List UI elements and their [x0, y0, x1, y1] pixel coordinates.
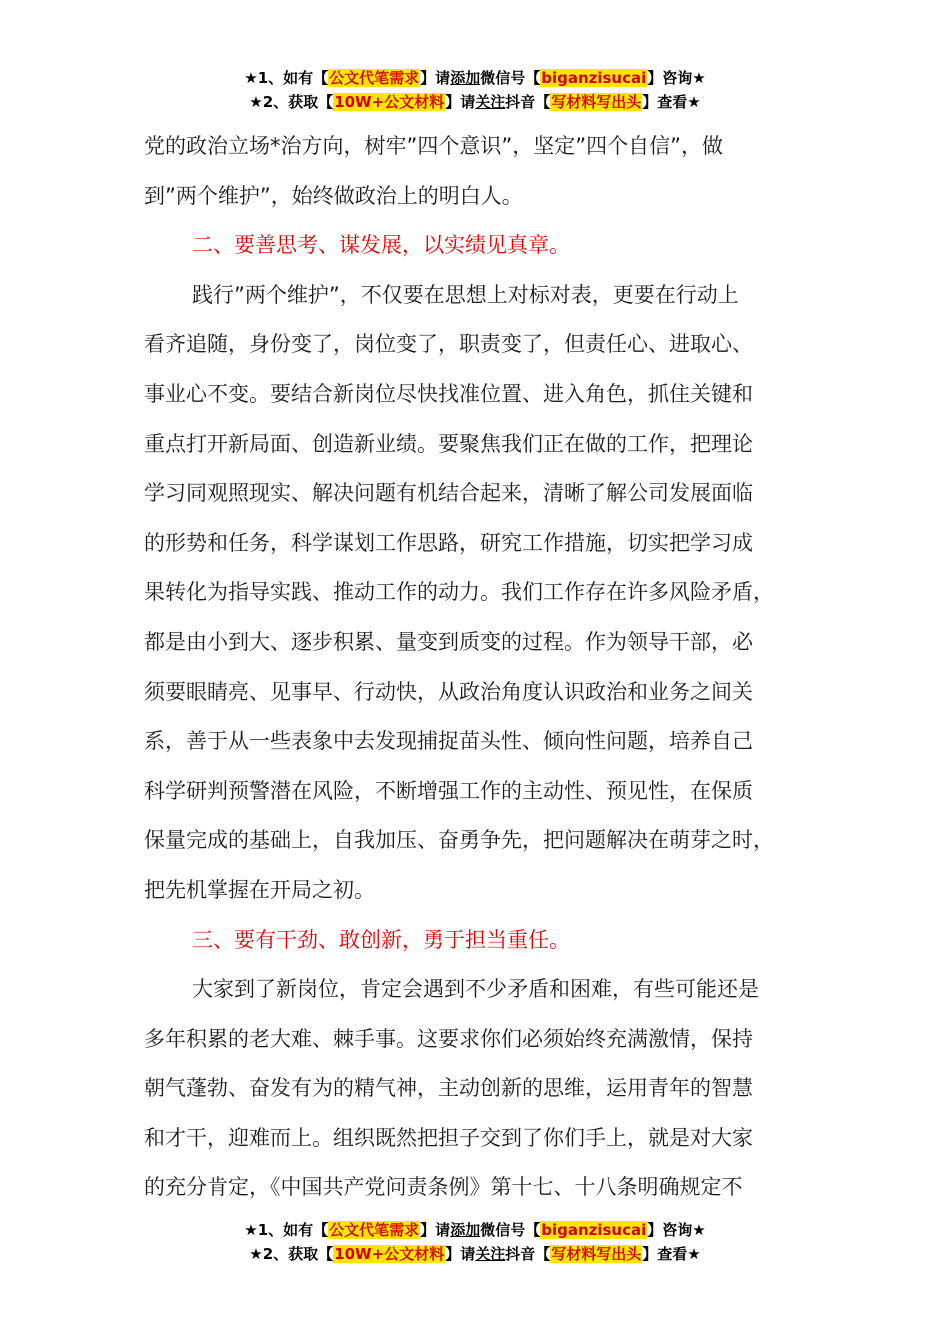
banner-text: 微信号【 [480, 1221, 541, 1239]
banner-highlight: 10W+公文材料 [334, 1245, 445, 1263]
banner-text: 】咨询★ [647, 1221, 706, 1239]
banner-text: ★1、如有【 [244, 1221, 329, 1239]
banner-highlight: 写材料写出头 [551, 1245, 642, 1263]
document-body [144, 122, 834, 1213]
banner-text: 抖音【 [505, 1245, 551, 1263]
section-heading: 三、要有干劲、敢创新，勇于担当重任。 [192, 927, 570, 952]
section-heading: 二、要善思考、谋发展，以实绩见真章。 [192, 233, 570, 258]
banner-text: 微信号【 [480, 69, 541, 87]
banner-line-2 [0, 90, 950, 114]
banner-text: ★2、获取【 [249, 93, 334, 111]
body-line: 系，善于从一些表象中去发现捕捉苗头性、倾向性问题，培养自己 [144, 729, 753, 754]
banner-text: 】查看★ [642, 1245, 701, 1263]
banner-text: 】请 [420, 69, 451, 87]
body-line: 看齐追随，身份变了，岗位变了，职责变了，但责任心、进取心、 [144, 332, 753, 357]
banner-text: 】咨询★ [647, 69, 706, 87]
banner-highlight: 10W+公文材料 [334, 93, 445, 111]
body-line: 把先机掌握在开局之初。 [144, 877, 375, 902]
body-line: 科学研判预警潜在风险，不断增强工作的主动性、预见性，在保质 [144, 778, 753, 803]
banner-text: ★1、如有【 [244, 69, 329, 87]
body-line: 党的政治立场*治方向，树牢”四个意识”，坚定”四个自信”，做 [144, 134, 724, 158]
body-line: 大家到了新岗位，肯定会遇到不少矛盾和困难，有些可能还是 [192, 977, 759, 1002]
banner-text: 抖音【 [505, 93, 551, 111]
banner-highlight: biganzisucai [541, 69, 647, 87]
banner-line-1 [0, 1218, 950, 1242]
body-line: 学习同观照现实、解决问题有机结合起来，清晰了解公司发展面临 [144, 481, 753, 506]
body-line: 保量完成的基础上，自我加压、奋勇争先，把问题解决在萌芽之时， [144, 828, 774, 853]
banner-text: ★2、获取【 [249, 1245, 334, 1263]
body-line: 朝气蓬勃、奋发有为的精气神，主动创新的思维，运用青年的智慧 [144, 1076, 753, 1101]
banner-text: 】请 [445, 93, 476, 111]
body-line: 的充分肯定，《中国共产党问责条例》第十七、十八条明确规定不 [144, 1175, 743, 1200]
body-line: 践行”两个维护”，不仅要在思想上对标对表，更要在行动上 [192, 282, 739, 307]
body-line: 重点打开新局面、创造新业绩。要聚焦我们正在做的工作，把理论 [144, 431, 753, 456]
header-banner [0, 66, 950, 114]
banner-underline: 添加 [450, 1221, 481, 1239]
banner-line-2 [0, 1242, 950, 1266]
banner-text: 】请 [420, 1221, 451, 1239]
body-line: 到”两个维护”，始终做政治上的明白人。 [144, 183, 523, 208]
body-line: 的形势和任务，科学谋划工作思路，研究工作措施，切实把学习成 [144, 530, 753, 555]
banner-text: 】请 [445, 1245, 476, 1263]
banner-underline: 关注 [475, 1245, 506, 1263]
banner-highlight: biganzisucai [541, 1221, 647, 1239]
body-line: 事业心不变。要结合新岗位尽快找准位置、进入角色，抓住关键和 [144, 381, 753, 406]
banner-underline: 添加 [450, 69, 481, 87]
body-line: 多年积累的老大难、棘手事。这要求你们必须始终充满激情，保持 [144, 1026, 753, 1051]
body-line: 都是由小到大、逐步积累、量变到质变的过程。作为领导干部，必 [144, 629, 753, 654]
body-line: 和才干，迎难而上。组织既然把担子交到了你们手上，就是对大家 [144, 1125, 753, 1150]
banner-underline: 关注 [475, 93, 506, 111]
body-line: 果转化为指导实践、推动工作的动力。我们工作存在许多风险矛盾， [144, 580, 774, 605]
banner-highlight: 写材料写出头 [551, 93, 642, 111]
footer-banner [0, 1218, 950, 1266]
banner-highlight: 公文代笔需求 [329, 1221, 420, 1239]
body-line: 须要眼睛亮、见事早、行动快，从政治角度认识政治和业务之间关 [144, 679, 753, 704]
banner-line-1 [0, 66, 950, 90]
banner-text: 】查看★ [642, 93, 701, 111]
banner-highlight: 公文代笔需求 [329, 69, 420, 87]
